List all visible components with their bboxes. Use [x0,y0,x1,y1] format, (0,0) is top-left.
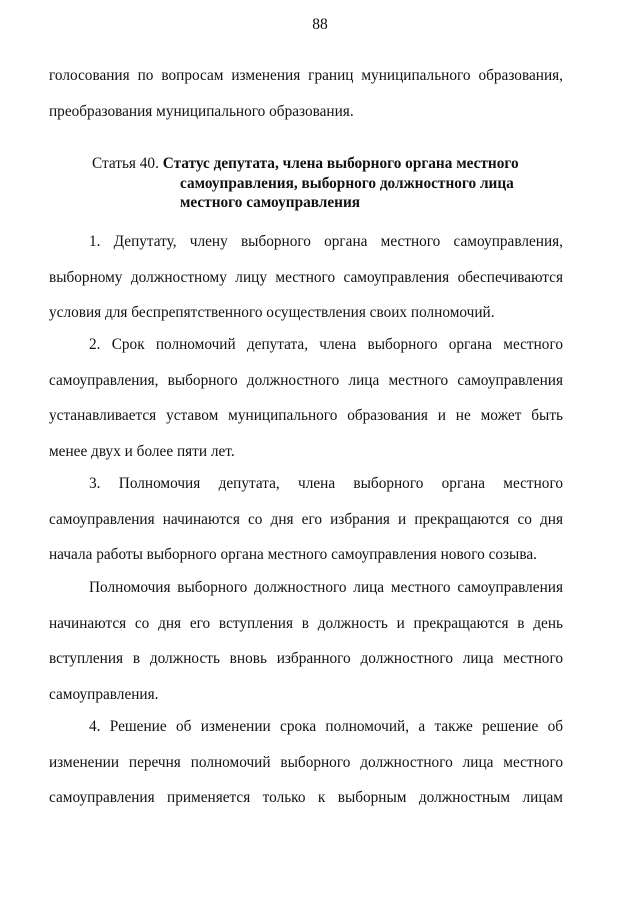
text-line: голосования по вопросам изменения границ муниципального образования, [49,67,563,84]
text-line: самоуправления. [49,685,159,703]
paragraph-1 [49,224,563,331]
text-line: начала работы выборного органа местного самоуправления нового созыва. [49,546,537,563]
article-title-line: местного самоуправления [180,194,361,211]
text-line: выборному должностному лицу местного самоуправления обеспечиваются [49,268,563,286]
text-line: изменении перечня полномочий выборного должностного лица местного [49,753,563,771]
text-line: самоуправления, выборного должностного лица местного самоуправления [49,371,563,389]
paragraph-4 [49,570,563,712]
text-line: самоуправления применяется только к выборным должностным лицам [49,789,563,806]
page-number: 88 [312,16,328,33]
text-line: устанавливается уставом муниципального образования и не может быть [49,407,563,424]
text-line: условия для беспрепятственного осуществления своих полномочий. [49,304,495,321]
text-line: 3. Полномочия депутата, члена выборного органа местного [89,475,563,492]
text-line: 1. Депутату, члену выборного органа местного самоуправления, [89,233,563,250]
text-line: преобразования муниципального образования. [49,102,354,120]
text-line: вступления в должность вновь избранного должностного лица местного [49,650,563,667]
article-title-line: самоуправления, выборного должностного лица [180,174,514,192]
paragraph-5 [49,709,563,816]
article-label: Статья 40. [92,155,159,172]
paragraph-2 [49,327,563,469]
text-line: Полномочия выборного должностного лица местного самоуправления [89,579,563,596]
article-title-line: Статус депутата, члена выборного органа местного [162,155,519,172]
text-line: менее двух и более пяти лет. [49,442,235,460]
paragraph-3 [49,466,563,573]
text-line: самоуправления начинаются со дня его избрания и прекращаются со дня [49,510,563,528]
article-heading [92,154,562,213]
text-line: начинаются со дня его вступления в должность и прекращаются в день [49,614,563,632]
text-line: 2. Срок полномочий депутата, члена выборного органа местного [89,336,563,353]
text-line: 4. Решение об изменении срока полномочий, а также решение об [89,718,563,735]
intro-paragraph [49,58,563,129]
